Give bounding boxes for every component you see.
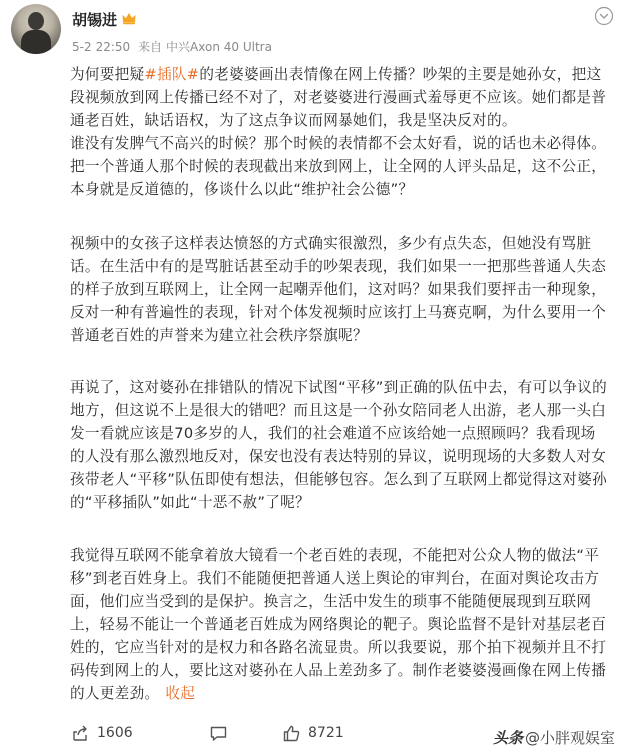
text-segment: 姓的，它应当针对的是权力和各路名流显贵。所以我要说，那个拍下视频并且不打 [70, 639, 607, 656]
comment-icon [209, 724, 228, 743]
share-icon [71, 724, 90, 743]
text-segment: 段视频放到网上传播已经不对了，对老婆婆进行漫画式羞辱更不应该。她们都是普 [70, 89, 607, 106]
text-segment: 的人更差劲。 [70, 685, 160, 702]
text-segment: 的人没有那么激烈地反对，保安也没有表达特别的异议，说明现场的大多数人对女 [70, 448, 607, 465]
text-line [70, 399, 618, 422]
text-segment: 把一个普通人那个时候的表现截出来放到网上，让全网的人评头品足，这不公正， [70, 158, 607, 175]
hashtag-link[interactable]: #插队# [144, 66, 200, 83]
watermark [493, 727, 615, 748]
text-line [70, 324, 618, 347]
text-line [70, 682, 618, 705]
text-line [70, 301, 618, 324]
comment-button[interactable] [209, 722, 235, 744]
post-time: 22:50 [95, 40, 131, 54]
text-line [70, 232, 618, 255]
text-segment: 移”到老百姓身上。我们不能随便把普通人送上舆论的审判台，在面对舆论攻击方 [70, 570, 600, 587]
text-line [70, 255, 618, 278]
text-line [70, 86, 618, 109]
text-segment: 谁没有发脾气不高兴的时候？那个时候的表情都不会太好看，说的话也未必得体。 [70, 135, 607, 152]
text-line [70, 422, 618, 445]
text-line [70, 155, 618, 178]
source-prefix: 来自 [138, 40, 163, 54]
text-line [70, 659, 618, 682]
text-line [70, 445, 618, 468]
text-segment: 再说了，这对婆孙在排错队的情况下试图“平移”到正确的队伍中去，有可以争议的 [70, 379, 608, 396]
text-segment: 反对一种有普遍性的表现，针对个体发视频时应该打上马赛克啊，为什么要用一个 [70, 304, 607, 321]
text-line [70, 590, 618, 613]
author-name[interactable]: 胡锡进 [72, 11, 118, 29]
text-line [70, 613, 618, 636]
more-chevron-icon[interactable] [594, 6, 614, 26]
post-header [0, 0, 631, 62]
text-segment: 本身就是反道德的，侈谈什么以此“维护社会公德”？ [70, 181, 414, 198]
paragraph-4 [70, 544, 618, 705]
post-body [0, 62, 631, 712]
text-line [70, 491, 618, 514]
post-meta [72, 38, 276, 55]
like-count: 8721 [308, 725, 344, 741]
text-segment: 发一看就应该是70多岁的人，我们的社会难道不应该给她一点照顾吗？我看现场 [70, 425, 596, 442]
text-line [70, 178, 618, 201]
text-segment: 普通老百姓的声誉来为建立社会秩序祭旗呢？ [70, 327, 368, 344]
paragraph-2 [70, 232, 618, 347]
text-line [70, 544, 618, 567]
text-segment: 的样子放到互联网上，让全网一起嘲弄他们，这对吗？如果我们要抨击一种现象， [70, 281, 607, 298]
thumbs-up-icon [282, 724, 301, 743]
text-line [70, 109, 618, 132]
post-date: 5-2 [72, 40, 92, 54]
collapse-link[interactable]: 收起 [165, 685, 196, 702]
text-line [70, 376, 618, 399]
text-segment: 我觉得互联网不能拿着放大镜看一个老百姓的表现，不能把对公众人物的做法“平 [70, 547, 600, 564]
watermark-handle: @小胖观娱室 [524, 729, 615, 747]
text-line [70, 278, 618, 301]
text-segment: 上，轻易不能让一个普通老百姓成为网络舆论的靶子。舆论监督不是针对基层老百 [70, 616, 607, 633]
text-segment: 通老百姓，缺话语权，为了这点争议而网暴她们，我是坚决反对的。 [70, 112, 517, 129]
text-segment: 孩带老人“平移”队伍即使有想法，但能够包容。怎么到了互联网上都觉得这对婆孙 [70, 471, 608, 488]
watermark-logo: 头条 [492, 729, 523, 747]
action-bar [0, 712, 631, 755]
vip-crown-icon [121, 10, 137, 26]
text-segment: 码传到网上的人，要比这对婆孙在人品上差劲多了。制作老婆婆漫画像在网上传播 [70, 662, 607, 679]
like-button[interactable] [282, 722, 344, 744]
share-count: 1606 [97, 725, 133, 741]
paragraph-1 [70, 63, 618, 201]
text-segment: 话。在生活中有的是骂脏话甚至动手的吵架表现，我们如果一一把那些普通人失态 [70, 258, 607, 275]
text-line [70, 636, 618, 659]
share-button[interactable] [71, 722, 133, 744]
text-segment: 的老婆婆画出表情像在网上传播？吵架的主要是她孙女，把这 [199, 66, 602, 83]
text-line [70, 132, 618, 155]
paragraph-3 [70, 376, 618, 514]
text-segment: 面，他们应当受到的是保护。换言之，生活中发生的琐事不能随便展现到互联网 [70, 593, 592, 610]
text-line [70, 468, 618, 491]
text-segment: 为何要把疑 [70, 66, 145, 83]
text-line [70, 567, 618, 590]
text-segment: 地方，但这说不上是很大的错吧？而且这是一个孙女陪同老人出游，老人那一头白 [70, 402, 607, 419]
source-device[interactable]: 中兴Axon 40 Ultra [166, 40, 272, 54]
text-segment: 的“平移插队”如此“十恶不赦”了呢？ [70, 494, 310, 511]
text-segment: 视频中的女孩子这样表达愤怒的方式确实很激烈，多少有点失态，但她没有骂脏 [70, 235, 592, 252]
avatar[interactable] [11, 4, 61, 54]
text-line [70, 63, 618, 86]
